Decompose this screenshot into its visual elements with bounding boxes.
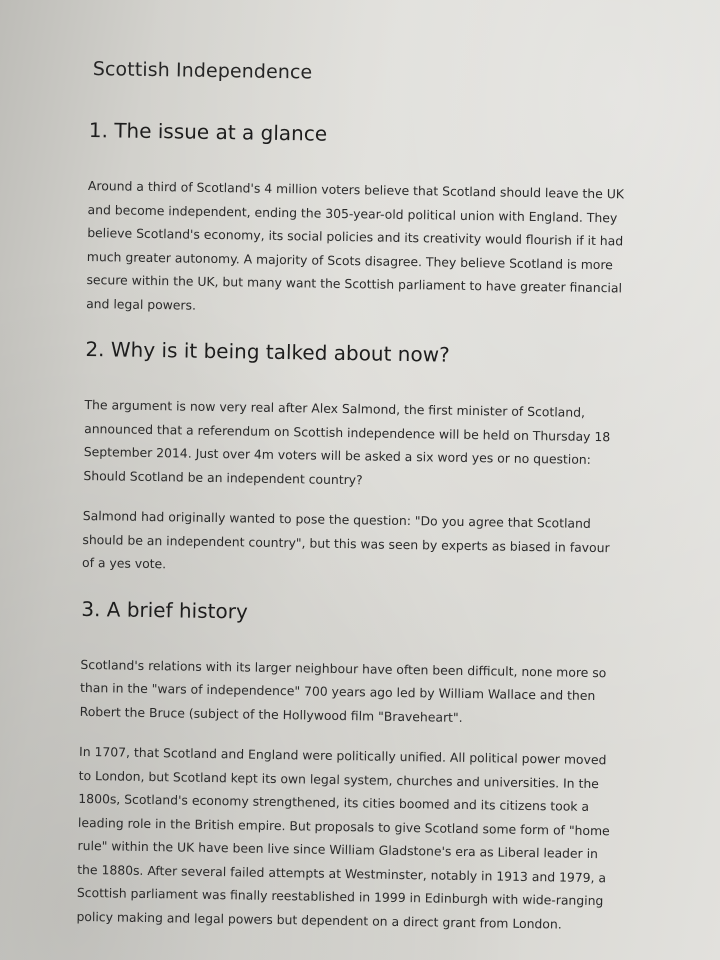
document-body (76, 58, 630, 958)
section-brief-history (76, 596, 621, 936)
section-issue-at-a-glance (86, 118, 629, 323)
section-heading: 2. Why is it being talked about now? (85, 336, 450, 367)
paragraph: The argument is now very real after Alex Salmond, the first minister of Scotland, announced that a referendum on Scottish independence will be held on Thursday 18 September 2014. Just over 4m voters will be asked a six word yes or no question: Should Scotland be an independent country? (83, 396, 611, 487)
document-title: Scottish Independence (92, 58, 313, 84)
paragraph: Scotland's relations with its larger neighbour have often been difficult, none more so than in the "wars of independence" 700 years ago led by William Wallace and then Robert the Bruce (subject of the Hollywood film "Braveheart". (79, 656, 607, 725)
paragraph: Salmond had originally wanted to pose the question: "Do you agree that Scotland should be an independent country", but this was seen by experts as biased in favour of a yes vote. (81, 507, 610, 572)
section-heading: 3. A brief history (81, 596, 248, 624)
section-heading: 1. The issue at a glance (88, 117, 328, 146)
paragraph: Around a third of Scotland's 4 million voters believe that Scotland should leave the UK and become independent, ending the 305-year-old political union with England. They believe Scotland's economy, its social policies and its creativity would flourish if it had much greater autonomy. A majority of Scots disagree. They believe Scotland is more secure within the UK, but many want the Scottish parliament to have greater financial and legal powers. (86, 177, 625, 313)
paragraph: In 1707, that Scotland and England were politically unified. All political power moved to London, but Scotland kept its own legal system, churches and universities. In the 1800s, Scotland's economy strengthened, its cities boomed and its citizens took a leading role in the British empire. But proposals to give Scotland some form of "home rule" within the UK have been live since William Gladstone's era as Liberal leader in the 1880s. After several failed attempts at Westminster, notably in 1913 and 1979, a Scottish parliament was finally reestablished in 1999 in Edinburgh with wide-ranging policy making and legal powers but dependent on a direct grant from London. (76, 743, 610, 932)
section-why-now (82, 337, 626, 583)
